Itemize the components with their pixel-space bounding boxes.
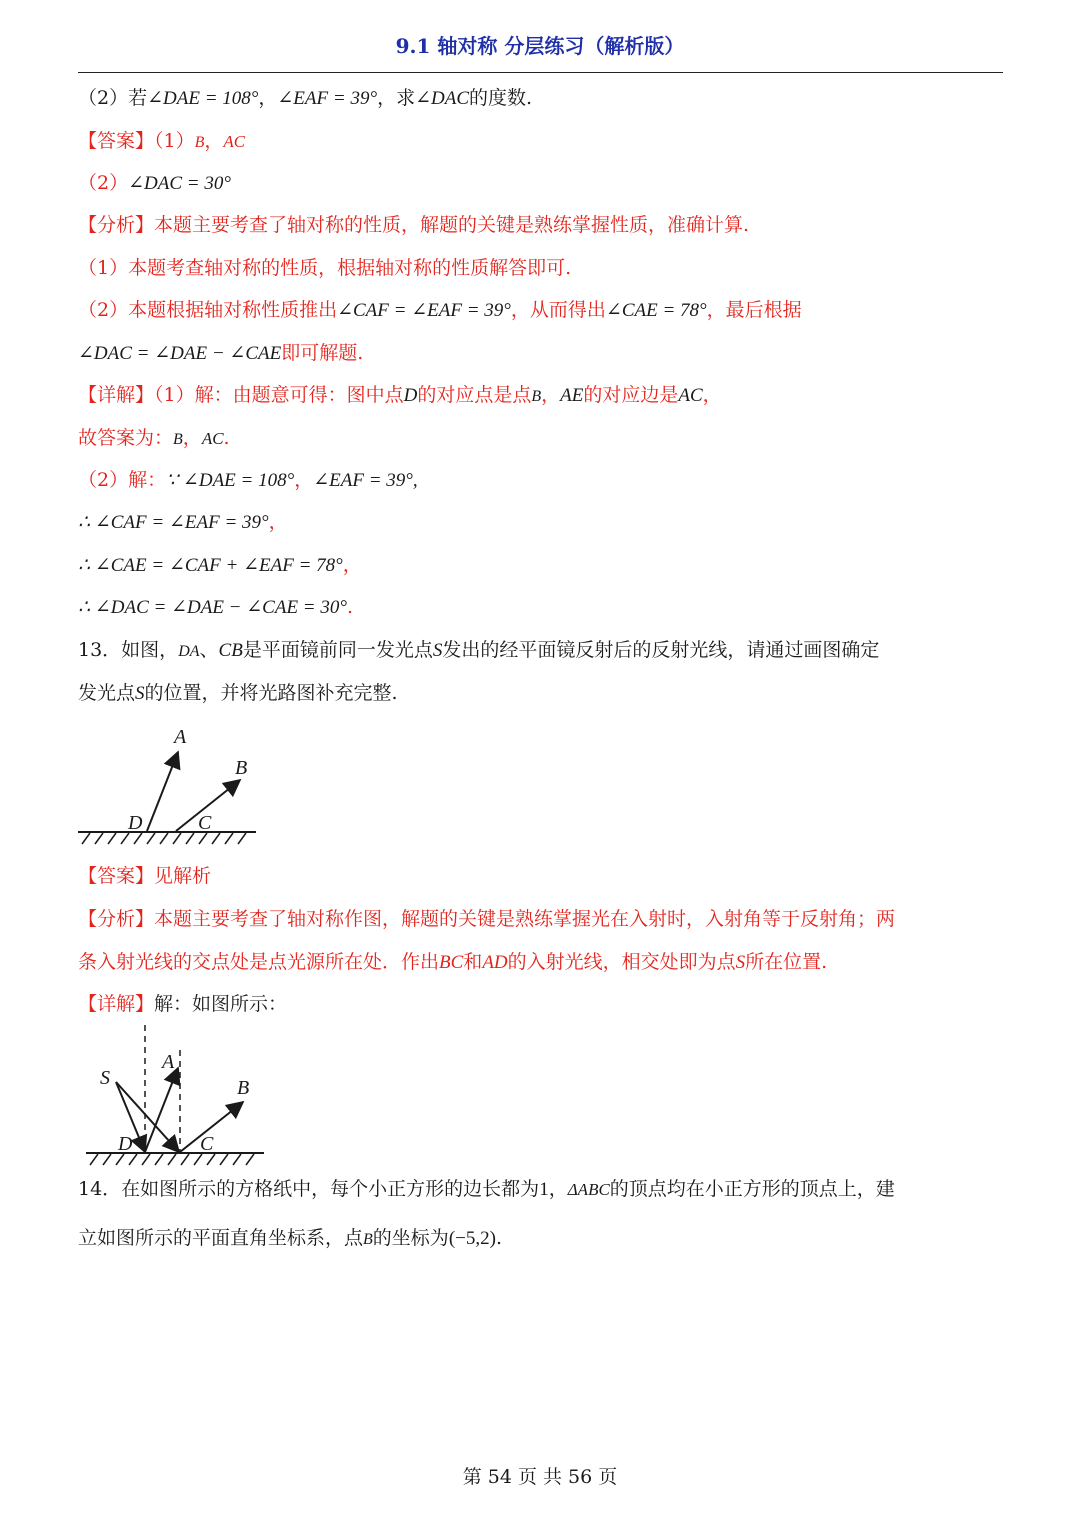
q13-analysis-l2-b: 和 — [463, 951, 483, 973]
q13-analysis-tag: 【分析】 — [78, 908, 155, 930]
detail-l1-B: B — [531, 388, 542, 405]
q13-analysis-l2-c: 的入射光线，相交处即为点 — [507, 951, 736, 973]
q14-l2-coord: (−5,2) — [448, 1228, 496, 1249]
detail-l1-a: （1）解：由题意可得：图中点 — [154, 384, 404, 406]
ray-DA-2 — [145, 1068, 178, 1152]
analysis-l2-expr1: ∠CAF = ∠EAF = 39° — [337, 300, 511, 321]
detail-line-2 — [78, 426, 230, 452]
mirror-hatching-2 — [90, 1154, 254, 1165]
q12-prefix: （2）若 — [78, 87, 148, 109]
detail-l3-b: ， — [294, 469, 314, 491]
q13-l1-d: 发出的经平面镜反射后的反射光线，请通过画图确定 — [442, 639, 880, 661]
q13-l2-a: 发光点 — [78, 682, 136, 704]
q14-l1-a: 14．在如图所示的方格纸中，每个小正方形的边长都为 — [78, 1178, 540, 1200]
q13-analysis-l2-BC: BC — [439, 952, 464, 973]
detail-line-1 — [78, 383, 722, 409]
figure-mirror-reflection — [70, 720, 270, 850]
q13-line-1 — [78, 638, 879, 664]
detail-l2-AC: AC — [201, 429, 224, 448]
detail-l1-D: D — [403, 385, 418, 406]
q13-l2-b: 的位置，并将光路图补充完整. — [144, 682, 398, 704]
q12-cond2: ∠EAF = 39° — [277, 88, 378, 109]
q13-l1-b: 、 — [199, 639, 219, 661]
q13-line-2 — [78, 681, 398, 706]
answer-p2-expr: ∠DAC = 30° — [128, 173, 231, 194]
label-A-2: A — [162, 1051, 175, 1073]
label-B: B — [235, 757, 248, 779]
label-D: D — [128, 812, 143, 834]
detail-line-5 — [78, 553, 362, 578]
q13-answer-text: 见解析 — [154, 865, 212, 887]
q13-detail-line — [78, 992, 287, 1016]
q14-l1-b: ， — [548, 1178, 568, 1200]
q12-cond1: ∠DAE = 108° — [147, 88, 259, 109]
q12-end: 的度数. — [469, 87, 533, 109]
detail-l1-b: 的对应点是点 — [417, 384, 532, 406]
detail-l2-a: 故答案为： — [78, 427, 174, 449]
detail-l6-expr: ∴ ∠DAC = ∠DAE − ∠CAE = 30° — [78, 597, 347, 618]
analysis-l2-expr2: ∠CAE = 78° — [605, 300, 707, 321]
analysis-text: 本题主要考查了轴对称的性质，解题的关键是熟练掌握性质，准确计算. — [154, 214, 750, 236]
q13-analysis-l2-AD: AD — [482, 952, 508, 973]
q13-answer-line — [78, 864, 211, 888]
detail-l3-a: （2）解： — [78, 469, 167, 491]
q13-l1-a: 13．如图， — [78, 639, 179, 661]
detail-l1-AC: AC — [678, 385, 703, 406]
answer-line-1 — [78, 129, 245, 155]
detail-l1-e: ， — [702, 384, 722, 406]
q13-l1-c: 是平面镜前同一发光点 — [242, 639, 433, 661]
q12-mid: ，求 — [377, 87, 416, 109]
detail-l2-c: . — [223, 427, 230, 449]
q13-detail-text: 解：如图所示： — [154, 993, 288, 1015]
q12-sep: ， — [258, 87, 278, 109]
analysis-line-3 — [78, 341, 363, 366]
detail-l1-c: ， — [541, 384, 561, 406]
answer-comma: ， — [204, 130, 224, 152]
analysis-l2-b: ，从而得出 — [510, 299, 606, 321]
detail-l3-expr2: ∠EAF = 39°, — [313, 470, 418, 491]
detail-l3-expr1: ∵ ∠DAE = 108° — [166, 470, 295, 491]
analysis-line-2 — [78, 298, 802, 323]
detail-l1-AE: AE — [560, 385, 584, 406]
detail-l4-expr: ∴ ∠CAF = ∠EAF = 39° — [78, 512, 269, 533]
detail-line-4 — [78, 510, 288, 535]
detail-l2-B: B — [173, 431, 183, 448]
q13-analysis-line-2 — [78, 950, 827, 975]
analysis-l2-c: ，最后根据 — [706, 299, 802, 321]
q12-target: ∠DAC — [415, 88, 469, 109]
q13-analysis-l2-a: 条入射光线的交点处是点光源所在处．作出 — [78, 951, 440, 973]
q13-answer-tag: 【答案】 — [78, 865, 155, 887]
detail-l4-tail: ， — [268, 511, 288, 533]
q14-l2-c: . — [495, 1227, 502, 1249]
analysis-l3-expr: ∠DAC = ∠DAE − ∠CAE — [78, 343, 282, 364]
answer-p1-b: AC — [223, 132, 246, 151]
label-S: S — [100, 1067, 110, 1089]
q13-l1-DA: DA — [178, 643, 200, 660]
header-rule — [78, 72, 1003, 73]
answer-p2-prefix: （2） — [78, 172, 129, 194]
q14-l2-b: 的坐标为 — [372, 1227, 449, 1249]
label-D-2: D — [118, 1133, 133, 1155]
q13-analysis-l2-d: 所在位置. — [745, 951, 828, 973]
analysis-line-0 — [78, 213, 749, 237]
page-footer: 第 54 页 共 56 页 — [462, 1466, 618, 1488]
analysis-line-1: （1）本题考查轴对称的性质，根据轴对称的性质解答即可. — [78, 257, 572, 279]
q14-l1-tri: ΔABC — [567, 1180, 610, 1199]
q12-part2-line — [78, 86, 532, 111]
q14-line-2 — [78, 1226, 502, 1252]
q13-analysis-l2-S: S — [735, 952, 746, 973]
mirror-hatching — [82, 833, 246, 844]
q13-l2-S: S — [135, 683, 145, 704]
figure-solution — [78, 1020, 278, 1170]
analysis-l2-a: （2）本题根据轴对称性质推出 — [78, 299, 338, 321]
analysis-tag: 【分析】 — [78, 214, 155, 236]
q14-l2-a: 立如图所示的平面直角坐标系，点 — [78, 1227, 364, 1249]
analysis-l3-tail: 即可解题. — [281, 342, 364, 364]
detail-line-3 — [78, 468, 418, 493]
q14-l1-c: 的顶点均在小正方形的顶点上，建 — [609, 1178, 895, 1200]
answer-p1-prefix: （1） — [154, 130, 195, 152]
answer-p1-a: B — [194, 134, 205, 151]
q14-l2-B: B — [363, 1231, 373, 1248]
detail-l1-d: 的对应边是 — [583, 384, 679, 406]
label-A: A — [174, 726, 187, 748]
detail-tag: 【详解】 — [78, 384, 155, 406]
detail-line-6 — [78, 595, 353, 620]
q13-l1-CB: CB — [218, 640, 243, 661]
answer-line-2 — [78, 171, 231, 196]
label-C-2: C — [200, 1133, 214, 1155]
detail-l5-expr: ∴ ∠CAE = ∠CAF + ∠EAF = 78° — [78, 555, 343, 576]
answer-tag: 【答案】 — [78, 130, 155, 152]
q13-l1-S: S — [432, 640, 443, 661]
q13-analysis-line-1 — [78, 907, 895, 931]
detail-l6-tail: . — [346, 596, 354, 618]
q14-l1-one: 1 — [539, 1179, 549, 1200]
ray-DA — [147, 752, 178, 831]
q13-detail-tag: 【详解】 — [78, 993, 155, 1015]
detail-l2-b: ， — [182, 427, 202, 449]
page-header: 9.1 轴对称 分层练习（解析版） — [395, 34, 685, 58]
q13-analysis-l1: 本题主要考查了轴对称作图，解题的关键是熟练掌握光在入射时，入射角等于反射角；两 — [154, 908, 896, 930]
label-B-2: B — [237, 1077, 250, 1099]
label-C: C — [198, 812, 212, 834]
detail-l5-tail: ， — [342, 554, 362, 576]
q14-line-1 — [78, 1177, 895, 1202]
